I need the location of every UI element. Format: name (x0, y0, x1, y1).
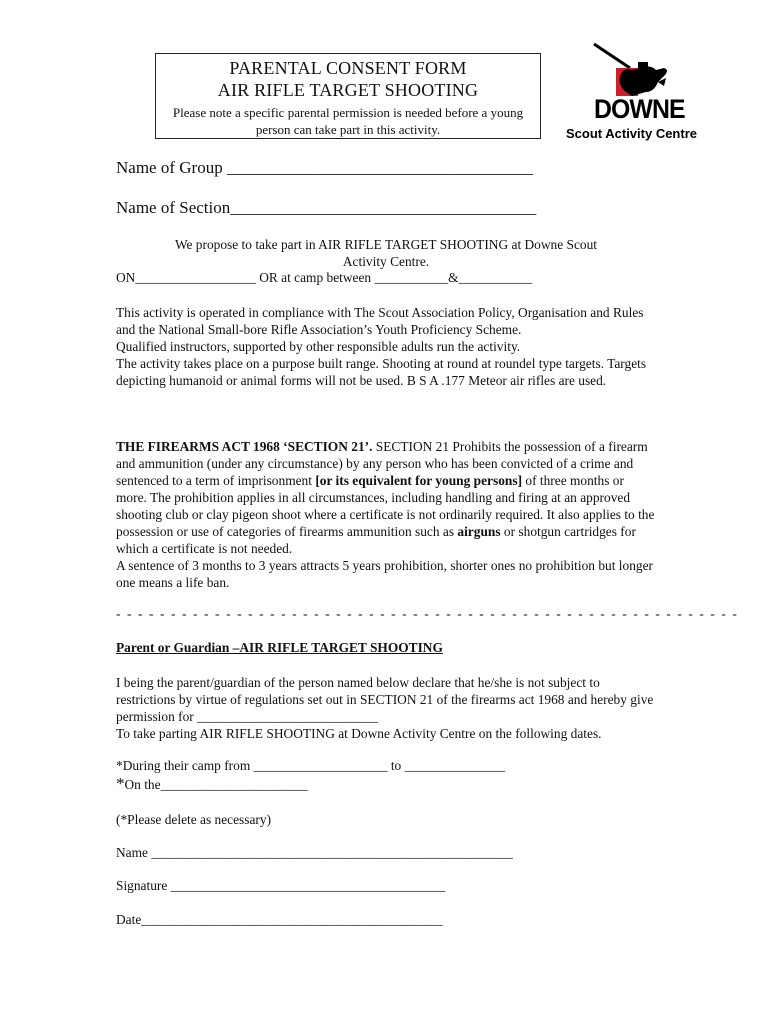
proposal-line-1: We propose to take part in AIR RIFLE TARGET SHOOTING at Downe Scout (174, 237, 598, 252)
signature-field[interactable]: Signature _________________________________________ (116, 878, 446, 893)
firearms-text-2: of three months or more. The prohibition applies in all circumstances, including handling and firing at an approved shooting club or clay pigeon shoot where a certificate is not ordinarily required. It also applies to the possession or use of categories of firearms ammunition such as (116, 473, 655, 539)
group-name-field[interactable]: Name of Group ____________________________________ (116, 158, 533, 177)
logo-word: DOWNE (594, 94, 685, 124)
name-field[interactable]: Name ______________________________________________________ (116, 845, 513, 860)
consent-dates-text: To take parting AIR RIFLE SHOOTING at Downe Activity Centre on the following dates. (116, 726, 602, 741)
form-subtitle: AIR RIFLE TARGET SHOOTING (217, 80, 479, 100)
title-box (155, 53, 541, 139)
firearms-act-paragraph (116, 438, 656, 591)
firearms-text-3: or shotgun cartridges for which a certificate is not needed. (116, 524, 636, 556)
on-date-star: * (116, 774, 125, 793)
consent-paragraph (116, 674, 656, 742)
firearms-text-1: SECTION 21 Prohibits the possession of a firearm and ammunition (under any circumstance) by any person who has been convicted of a crime and sentenced to a term of imprisonment (116, 439, 648, 488)
logo-tagline: Scout Activity Centre (566, 126, 697, 141)
on-date-text: On the______________________ (124, 777, 308, 792)
downe-logo (560, 42, 710, 142)
permission-note: Please note a specific parental permission is needed before a young person can take part in this activity. (172, 105, 524, 137)
compliance-text-2: Qualified instructors, supported by other responsible adults run the activity. (116, 339, 521, 354)
consent-declaration: I being the parent/guardian of the person named below declare that he/she is not subject to restrictions by virtue of regulations set out in SECTION 21 of the firearms act 1968 and hereby give permission for ___________________________ (116, 675, 654, 724)
compliance-paragraph (116, 304, 656, 389)
sentence-text: A sentence of 3 months to 3 years attracts 5 years prohibition, shorter ones no prohibition but longer one means a life ban. (116, 558, 654, 590)
form-title: PARENTAL CONSENT FORM (229, 58, 467, 78)
proposal-line-2: Activity Centre. (342, 254, 430, 269)
delete-note: (*Please delete as necessary) (116, 812, 272, 827)
section-name-field[interactable]: Name of Section____________________________________ (116, 198, 537, 217)
proposal-dates-field[interactable]: ON__________________ OR at camp between ___________&___________ (116, 270, 533, 285)
firearms-bold-1: [or its equivalent for young persons] (315, 473, 523, 488)
consent-heading: Parent or Guardian –AIR RIFLE TARGET SHOOTING (116, 640, 443, 655)
date-field[interactable]: Date_____________________________________________ (116, 912, 443, 927)
firearms-bold-2: airguns (457, 524, 501, 539)
on-date-field[interactable] (116, 774, 308, 794)
cut-line-separator: - - - - - - - - - - - - - - - - - - - - - - - - - - - - - - - - - - - - - - - - - - - - - - - - - - - - - - - - - (116, 606, 739, 621)
compliance-text-3: The activity takes place on a purpose built range. Shooting at round at roundel type targets. Targets depicting humanoid or animal forms will not be used. B S A .177 Meteor air rifles are used. (116, 356, 647, 388)
compliance-text-1: This activity is operated in compliance with The Scout Association Policy, Organisation and Rules and the National Small-bore Rifle Association’s Youth Proficiency Scheme. (116, 305, 644, 337)
proposal-paragraph (116, 236, 656, 270)
firearms-act-heading: THE FIREARMS ACT 1968 ‘SECTION 21’. (116, 439, 373, 454)
camp-dates-field[interactable]: *During their camp from ____________________ to _______________ (116, 758, 506, 773)
shooter-silhouette-icon (560, 42, 710, 102)
